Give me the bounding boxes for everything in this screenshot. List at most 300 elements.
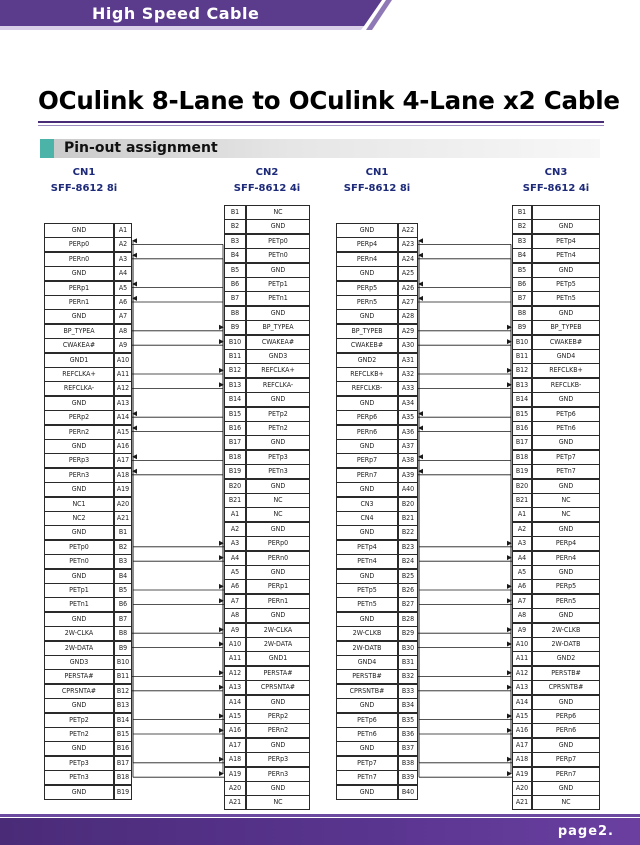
cn3-signal-cell: NC	[532, 795, 600, 810]
cn2-pin-cell: B20	[224, 479, 246, 494]
section-title: Pin-out assignment	[64, 140, 218, 156]
left-cn1-signal-cell: PERn0	[44, 252, 114, 267]
cn3-signal-cell: PETp6	[532, 407, 600, 422]
cn3-pin-cell: B4	[512, 248, 532, 263]
right-cn1-pin-cell: A38	[398, 453, 418, 468]
left-cn1-signal-cell: GND	[44, 525, 114, 540]
cn2-pin-cell: A7	[224, 594, 246, 609]
cn2-signal-cell: 2W-CLKA	[246, 623, 310, 638]
cn3-pin-cell: A20	[512, 781, 532, 796]
right-cn1-signal-cell: 2W-DATB	[336, 641, 398, 656]
banner-label: High Speed Cable	[92, 4, 260, 23]
cn3-signal-cell: PERn7	[532, 767, 600, 782]
left-cn1-pin-cell: A21	[114, 511, 132, 526]
right-cn1-signal-cell: BP_TYPEB	[336, 324, 398, 339]
cn3-pin-cell: B17	[512, 435, 532, 450]
left-cn1-pin-cell: A18	[114, 468, 132, 483]
cn2-signal-cell: BP_TYPEA	[246, 320, 310, 335]
left-cn1-signal-cell: REFCLKA-	[44, 381, 114, 396]
cn2-name: CN2	[255, 167, 279, 178]
left-cn1-pin-cell: B2	[114, 540, 132, 555]
right-cn1-signal-cell: 2W-CLKB	[336, 626, 398, 641]
right-cn1-signal-cell: GND	[336, 698, 398, 713]
cn2-pin-cell: A10	[224, 637, 246, 652]
right-cn1-signal-cell: PETp4	[336, 540, 398, 555]
right-cn1-pin-cell: A24	[398, 252, 418, 267]
cn3-signal-cell: GND	[532, 781, 600, 796]
left-cn1-pin-cell: A4	[114, 266, 132, 281]
left-cn1-signal-cell: PETn1	[44, 597, 114, 612]
cn2-pin-cell: A11	[224, 651, 246, 666]
right-cn1-pin-cell: B31	[398, 655, 418, 670]
left-cn1-signal-cell: PERp0	[44, 237, 114, 252]
right-cn1-pin-cell: A29	[398, 324, 418, 339]
cn3-signal-cell: 2W-CLKB	[532, 623, 600, 638]
left-cn1-pin-cell: B7	[114, 612, 132, 627]
right-cn1-pin-cell: B40	[398, 785, 418, 800]
left-cn1-signal-cell: GND3	[44, 655, 114, 670]
right-cn1-signal-cell: CWAKEB#	[336, 338, 398, 353]
cn3-pin-cell: A17	[512, 738, 532, 753]
cn3-type: SFF-8612 4i	[522, 183, 590, 194]
left-cn1-signal-cell: PETn3	[44, 770, 114, 785]
cn3-signal-cell: PETn5	[532, 291, 600, 306]
cn3-signal-cell: GND	[532, 435, 600, 450]
cn2-signal-cell: GND	[246, 435, 310, 450]
left-cn1-pin-cell: A5	[114, 281, 132, 296]
cn2-pin-cell: A19	[224, 767, 246, 782]
cn2-signal-cell: GND	[246, 392, 310, 407]
cn3-signal-cell: PETp4	[532, 234, 600, 249]
cn2-pin-cell: A6	[224, 579, 246, 594]
cn2-pin-cell: B10	[224, 335, 246, 350]
cn2-pin-cell: B18	[224, 450, 246, 465]
left-cn1-pin-cell: A12	[114, 381, 132, 396]
left-cn1-signal-cell: GND	[44, 785, 114, 800]
cn2-signal-cell: 2W-DATA	[246, 637, 310, 652]
right-cn1-signal-cell: GND	[336, 482, 398, 497]
left-cn1-pin-cell: B13	[114, 698, 132, 713]
cn2-signal-cell: PETp0	[246, 234, 310, 249]
cn3-signal-cell: GND	[532, 219, 600, 234]
left-cn1-pin-cell: A2	[114, 237, 132, 252]
left-cn1-pin-cell: A8	[114, 324, 132, 339]
cn2-signal-cell: CWAKEA#	[246, 335, 310, 350]
cn2-signal-cell: PERp0	[246, 536, 310, 551]
cn2-pin-cell: B8	[224, 306, 246, 321]
right-cn1-pin-cell: B39	[398, 770, 418, 785]
cn2-pin-cell: B14	[224, 392, 246, 407]
left-cn1-signal-cell: PERp1	[44, 281, 114, 296]
left-cn1-pin-cell: A17	[114, 453, 132, 468]
right-cn1-signal-cell: GND	[336, 785, 398, 800]
left-cn1-signal-cell: PETp0	[44, 540, 114, 555]
cn2-pin-cell: A15	[224, 709, 246, 724]
cn3-signal-cell: BP_TYPEB	[532, 320, 600, 335]
left-cn1-signal-cell: REFCLKA+	[44, 367, 114, 382]
right-cn1-signal-cell: GND	[336, 396, 398, 411]
left-cn1-pin-cell: A15	[114, 425, 132, 440]
cn3-signal-cell: 2W-DATB	[532, 637, 600, 652]
right-cn1-pin-cell: B21	[398, 511, 418, 526]
cn3-pin-cell: A7	[512, 594, 532, 609]
right-cn1-name: CN1	[365, 167, 389, 178]
cn2-signal-cell: PERn2	[246, 723, 310, 738]
cn2-signal-cell: NC	[246, 205, 310, 220]
cn2-pin-cell: B4	[224, 248, 246, 263]
cn3-signal-cell: CWAKEB#	[532, 335, 600, 350]
left-cn1-signal-cell: CPRSNTA#	[44, 684, 114, 699]
cn3-signal-cell: PERp4	[532, 536, 600, 551]
cn3-pin-cell: B13	[512, 378, 532, 393]
left-cn1-signal-cell: GND	[44, 223, 114, 238]
cn2-pin-cell: B13	[224, 378, 246, 393]
right-cn1-signal-cell: PERp7	[336, 453, 398, 468]
left-cn1-signal-cell: BP_TYPEA	[44, 324, 114, 339]
right-cn1-pin-cell: B36	[398, 727, 418, 742]
left-cn1-signal-cell: PERn2	[44, 425, 114, 440]
left-cn1-pin-cell: B19	[114, 785, 132, 800]
left-cn1-pin-cell: B14	[114, 713, 132, 728]
cn3-pin-cell: A13	[512, 680, 532, 695]
cn2-signal-cell: GND	[246, 565, 310, 580]
right-cn1-signal-cell: GND4	[336, 655, 398, 670]
left-cn1-type: SFF-8612 8i	[50, 183, 118, 194]
right-cn1-signal-cell: GND	[336, 612, 398, 627]
cn3-pin-cell: B16	[512, 421, 532, 436]
cn2-pin-cell: A18	[224, 752, 246, 767]
cn2-pin-cell: B21	[224, 493, 246, 508]
cn3-signal-cell: GND4	[532, 349, 600, 364]
cn3-pin-cell: A8	[512, 608, 532, 623]
cn2-signal-cell: GND1	[246, 651, 310, 666]
right-cn1-signal-cell: CPRSNTB#	[336, 684, 398, 699]
cn2-signal-cell: NC	[246, 507, 310, 522]
right-cn1-signal-cell: GND	[336, 439, 398, 454]
cn2-pin-cell: A14	[224, 695, 246, 710]
cn2-pin-cell: B7	[224, 291, 246, 306]
left-cn1-signal-cell: GND	[44, 396, 114, 411]
cn2-signal-cell: GND	[246, 738, 310, 753]
cn3-pin-cell: B8	[512, 306, 532, 321]
cn2-signal-cell: PERn3	[246, 767, 310, 782]
cn2-signal-cell: GND	[246, 522, 310, 537]
cn2-signal-cell: PERp1	[246, 579, 310, 594]
left-cn1-pin-cell: B18	[114, 770, 132, 785]
cn3-signal-cell: GND	[532, 608, 600, 623]
cn2-signal-cell: PETn2	[246, 421, 310, 436]
left-cn1-signal-cell: GND	[44, 439, 114, 454]
left-cn1-signal-cell: GND	[44, 309, 114, 324]
cn3-signal-cell: GND	[532, 392, 600, 407]
left-cn1-pin-cell: B3	[114, 554, 132, 569]
right-cn1-pin-cell: B38	[398, 756, 418, 771]
left-cn1-pin-cell: B5	[114, 583, 132, 598]
right-cn1-signal-cell: PETp5	[336, 583, 398, 598]
cn3-pin-cell: B3	[512, 234, 532, 249]
left-cn1-signal-cell: GND	[44, 698, 114, 713]
right-cn1-pin-cell: B22	[398, 525, 418, 540]
cn2-pin-cell: B11	[224, 349, 246, 364]
left-cn1-pin-cell: A14	[114, 410, 132, 425]
right-cn1-signal-cell: PERn6	[336, 425, 398, 440]
cn2-pin-cell: B16	[224, 421, 246, 436]
left-cn1-signal-cell: GND	[44, 612, 114, 627]
left-cn1-signal-cell: PERp3	[44, 453, 114, 468]
cn2-pin-cell: A4	[224, 551, 246, 566]
right-cn1-signal-cell: GND	[336, 569, 398, 584]
left-cn1-signal-cell: PETn2	[44, 727, 114, 742]
right-cn1-pin-cell: B29	[398, 626, 418, 641]
left-cn1-pin-cell: B10	[114, 655, 132, 670]
cn3-pin-cell: A21	[512, 795, 532, 810]
right-cn1-signal-cell: GND	[336, 266, 398, 281]
cn3-signal-cell: PERn4	[532, 551, 600, 566]
cn2-pin-cell: A12	[224, 666, 246, 681]
right-cn1-signal-cell: PERp6	[336, 410, 398, 425]
left-cn1-signal-cell: PETn0	[44, 554, 114, 569]
cn2-signal-cell: PERn1	[246, 594, 310, 609]
cn2-signal-cell: GND	[246, 781, 310, 796]
right-cn1-pin-cell: B20	[398, 497, 418, 512]
cn3-signal-cell: GND	[532, 479, 600, 494]
right-cn1-pin-cell: A33	[398, 381, 418, 396]
cn3-pin-cell: A15	[512, 709, 532, 724]
cn3-signal-cell: PETp5	[532, 277, 600, 292]
footer-band	[0, 818, 640, 845]
cn3-pin-cell: B11	[512, 349, 532, 364]
cn3-signal-cell: GND	[532, 522, 600, 537]
left-cn1-pin-cell: A1	[114, 223, 132, 238]
cn2-signal-cell: GND	[246, 695, 310, 710]
cn3-pin-cell: B19	[512, 464, 532, 479]
right-cn1-pin-cell: A22	[398, 223, 418, 238]
cn2-signal-cell: GND	[246, 219, 310, 234]
cn2-signal-cell: PERp3	[246, 752, 310, 767]
right-cn1-pin-cell: B23	[398, 540, 418, 555]
right-cn1-signal-cell: PETp7	[336, 756, 398, 771]
right-cn1-signal-cell: PETn6	[336, 727, 398, 742]
left-cn1-signal-cell: CWAKEA#	[44, 338, 114, 353]
left-cn1-signal-cell: NC2	[44, 511, 114, 526]
cn3-pin-cell: A10	[512, 637, 532, 652]
left-cn1-signal-cell: PETp1	[44, 583, 114, 598]
right-cn1-pin-cell: B28	[398, 612, 418, 627]
cn3-pin-cell: A18	[512, 752, 532, 767]
cn2-pin-cell: B1	[224, 205, 246, 220]
right-cn1-pin-cell: B33	[398, 684, 418, 699]
left-cn1-signal-cell: 2W-DATA	[44, 641, 114, 656]
cn3-signal-cell: REFCLKB-	[532, 378, 600, 393]
cn2-pin-cell: A13	[224, 680, 246, 695]
right-cn1-pin-cell: A28	[398, 309, 418, 324]
right-cn1-pin-cell: B35	[398, 713, 418, 728]
left-cn1-pin-cell: A6	[114, 295, 132, 310]
cn2-signal-cell: NC	[246, 795, 310, 810]
cn3-pin-cell: B20	[512, 479, 532, 494]
right-cn1-pin-cell: B24	[398, 554, 418, 569]
cn2-signal-cell: PETn3	[246, 464, 310, 479]
cn3-pin-cell: B21	[512, 493, 532, 508]
right-cn1-signal-cell: PERSTB#	[336, 669, 398, 684]
cn2-pin-cell: B15	[224, 407, 246, 422]
cn2-pin-cell: A1	[224, 507, 246, 522]
cn2-signal-cell: PERn0	[246, 551, 310, 566]
right-cn1-pin-cell: B25	[398, 569, 418, 584]
cn3-pin-cell: A5	[512, 565, 532, 580]
left-cn1-signal-cell: PETp3	[44, 756, 114, 771]
left-cn1-pin-cell: B17	[114, 756, 132, 771]
right-cn1-pin-cell: A32	[398, 367, 418, 382]
cn3-pin-cell: A3	[512, 536, 532, 551]
cn3-pin-cell: B5	[512, 263, 532, 278]
cn3-signal-cell: PERp6	[532, 709, 600, 724]
cn3-signal-cell: PERp5	[532, 579, 600, 594]
left-cn1-pin-cell: A19	[114, 482, 132, 497]
cn3-pin-cell: A2	[512, 522, 532, 537]
cn2-pin-cell: A16	[224, 723, 246, 738]
right-cn1-pin-cell: B37	[398, 741, 418, 756]
left-cn1-signal-cell: NC1	[44, 497, 114, 512]
right-cn1-pin-cell: A23	[398, 237, 418, 252]
left-cn1-signal-cell: PERp2	[44, 410, 114, 425]
cn3-pin-cell: A14	[512, 695, 532, 710]
left-cn1-pin-cell: B8	[114, 626, 132, 641]
cn3-pin-cell: B15	[512, 407, 532, 422]
cn2-pin-cell: A20	[224, 781, 246, 796]
right-cn1-signal-cell: PETn4	[336, 554, 398, 569]
cn2-pin-cell: B3	[224, 234, 246, 249]
cn2-signal-cell: GND	[246, 608, 310, 623]
right-cn1-signal-cell: PERn7	[336, 468, 398, 483]
cn3-signal-cell: NC	[532, 507, 600, 522]
cn2-pin-cell: B5	[224, 263, 246, 278]
cn3-pin-cell: B2	[512, 219, 532, 234]
right-cn1-pin-cell: A25	[398, 266, 418, 281]
cn3-pin-cell: B1	[512, 205, 532, 220]
cn2-pin-cell: B12	[224, 363, 246, 378]
right-cn1-signal-cell: CN3	[336, 497, 398, 512]
cn3-signal-cell: GND	[532, 695, 600, 710]
left-cn1-pin-cell: A9	[114, 338, 132, 353]
cn2-signal-cell: PETp2	[246, 407, 310, 422]
cn3-name: CN3	[544, 167, 568, 178]
left-cn1-pin-cell: A10	[114, 353, 132, 368]
cn3-pin-cell: A16	[512, 723, 532, 738]
cn3-pin-cell: B14	[512, 392, 532, 407]
left-cn1-pin-cell: A20	[114, 497, 132, 512]
left-cn1-pin-cell: A7	[114, 309, 132, 324]
left-cn1-signal-cell: PERn1	[44, 295, 114, 310]
cn3-pin-cell: A19	[512, 767, 532, 782]
cn2-signal-cell: PETp1	[246, 277, 310, 292]
left-cn1-signal-cell: GND	[44, 482, 114, 497]
right-cn1-signal-cell: PERn4	[336, 252, 398, 267]
page-number: page2.	[557, 824, 614, 839]
right-cn1-pin-cell: B34	[398, 698, 418, 713]
cn3-pin-cell: B6	[512, 277, 532, 292]
cn2-pin-cell: B9	[224, 320, 246, 335]
cn2-pin-cell: A9	[224, 623, 246, 638]
right-cn1-pin-cell: B26	[398, 583, 418, 598]
cn2-pin-cell: A8	[224, 608, 246, 623]
cn3-signal-cell: PETp7	[532, 450, 600, 465]
left-cn1-signal-cell: 2W-CLKA	[44, 626, 114, 641]
right-cn1-pin-cell: B30	[398, 641, 418, 656]
left-cn1-signal-cell: PERn3	[44, 468, 114, 483]
cn3-signal-cell: GND2	[532, 651, 600, 666]
cn2-signal-cell: PETn1	[246, 291, 310, 306]
right-cn1-pin-cell: A37	[398, 439, 418, 454]
cn2-signal-cell: PETp3	[246, 450, 310, 465]
cn2-pin-cell: B6	[224, 277, 246, 292]
right-cn1-pin-cell: A26	[398, 281, 418, 296]
cn2-signal-cell: PERp2	[246, 709, 310, 724]
left-cn1-name: CN1	[72, 167, 96, 178]
cn2-signal-cell: REFCLKA-	[246, 378, 310, 393]
cn3-signal-cell: PERp7	[532, 752, 600, 767]
right-cn1-signal-cell: PERn5	[336, 295, 398, 310]
right-cn1-pin-cell: A35	[398, 410, 418, 425]
cn3-signal-cell: PERSTB#	[532, 666, 600, 681]
cn2-pin-cell: B19	[224, 464, 246, 479]
cn3-pin-cell: A12	[512, 666, 532, 681]
cn2-pin-cell: B17	[224, 435, 246, 450]
right-cn1-signal-cell: PETn5	[336, 597, 398, 612]
cn3-pin-cell: B7	[512, 291, 532, 306]
right-cn1-type: SFF-8612 8i	[343, 183, 411, 194]
right-cn1-signal-cell: GND	[336, 309, 398, 324]
left-cn1-signal-cell: PETp2	[44, 713, 114, 728]
cn3-pin-cell: B10	[512, 335, 532, 350]
cn2-signal-cell: NC	[246, 493, 310, 508]
cn3-signal-cell: GND	[532, 738, 600, 753]
cn2-signal-cell: GND	[246, 306, 310, 321]
cn3-pin-cell: B12	[512, 363, 532, 378]
cn2-pin-cell: A17	[224, 738, 246, 753]
left-cn1-pin-cell: A16	[114, 439, 132, 454]
cn2-signal-cell: GND	[246, 479, 310, 494]
cn3-signal-cell: PERn5	[532, 594, 600, 609]
right-cn1-pin-cell: B32	[398, 669, 418, 684]
cn3-signal-cell: GND	[532, 306, 600, 321]
left-cn1-pin-cell: A3	[114, 252, 132, 267]
right-cn1-signal-cell: REFCLKB+	[336, 367, 398, 382]
left-cn1-signal-cell: GND	[44, 266, 114, 281]
cn2-signal-cell: GND3	[246, 349, 310, 364]
page-title: OCulink 8-Lane to OCulink 4-Lane x2 Cable	[38, 86, 620, 115]
cn3-signal-cell: CPRSNTB#	[532, 680, 600, 695]
left-cn1-signal-cell: GND1	[44, 353, 114, 368]
cn2-signal-cell: REFCLKA+	[246, 363, 310, 378]
cn2-pin-cell: A3	[224, 536, 246, 551]
right-cn1-signal-cell: PETn7	[336, 770, 398, 785]
cn3-pin-cell: A4	[512, 551, 532, 566]
cn2-type: SFF-8612 4i	[233, 183, 301, 194]
footer-stripe	[0, 814, 640, 817]
right-cn1-signal-cell: PERp4	[336, 237, 398, 252]
right-cn1-signal-cell: GND	[336, 525, 398, 540]
cn2-signal-cell: PETn0	[246, 248, 310, 263]
right-cn1-pin-cell: A31	[398, 353, 418, 368]
cn3-signal-cell: GND	[532, 565, 600, 580]
left-cn1-pin-cell: B4	[114, 569, 132, 584]
right-cn1-pin-cell: A36	[398, 425, 418, 440]
right-cn1-pin-cell: B27	[398, 597, 418, 612]
left-cn1-pin-cell: A11	[114, 367, 132, 382]
left-cn1-pin-cell: B16	[114, 741, 132, 756]
right-cn1-signal-cell: CN4	[336, 511, 398, 526]
